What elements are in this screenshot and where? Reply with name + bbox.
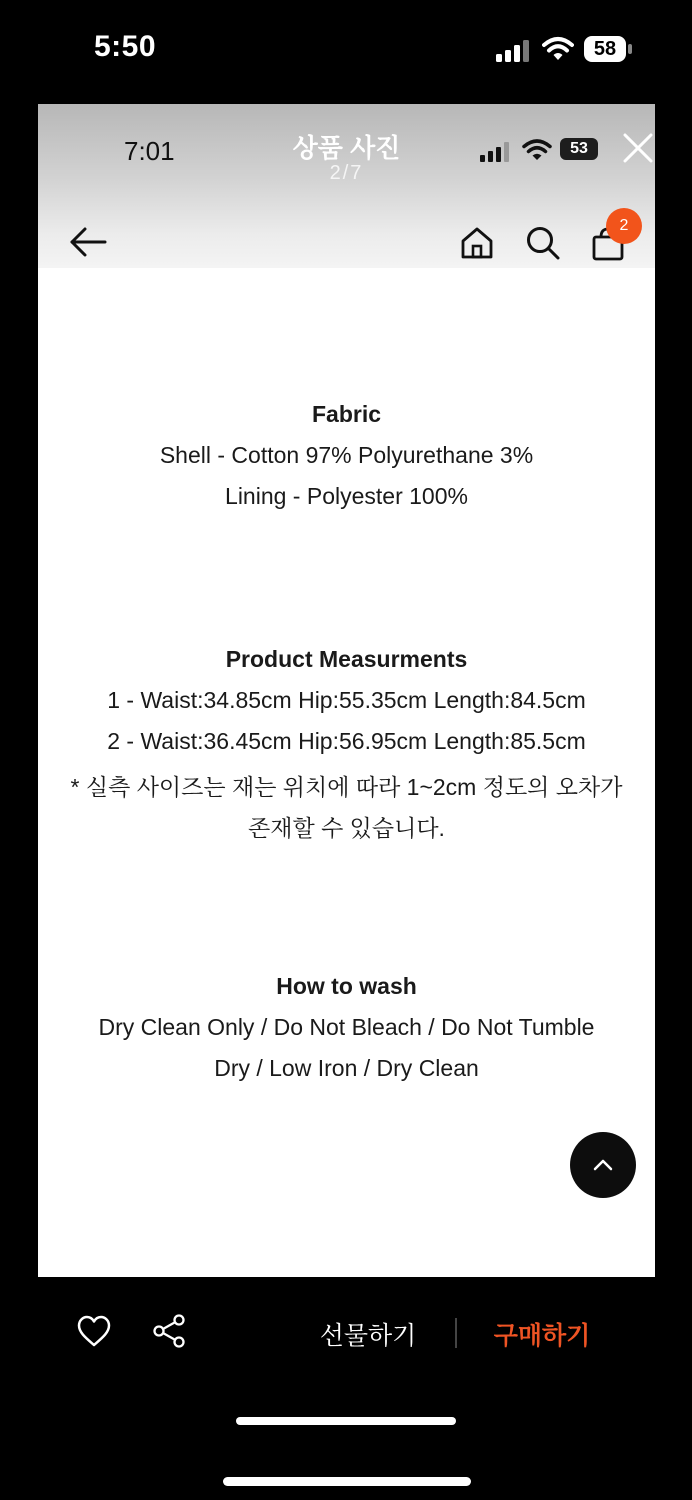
wash-line: Dry Clean Only / Do Not Bleach / Do Not Tumble [98,1014,595,1040]
scroll-to-top-button[interactable] [570,1132,636,1198]
cellular-signal-icon [496,40,532,62]
battery-level: 58 [584,36,626,62]
inner-battery-level: 53 [560,138,598,160]
measurement-line: 2 - Waist:36.45cm Hip:56.95cm Length:85.5cm [107,728,586,754]
inner-home-indicator [236,1417,456,1425]
status-time: 5:50 [94,30,157,63]
buy-button[interactable]: 구매하기 [493,1322,591,1350]
viewer-title: 상품 사진 [292,133,401,163]
product-photo-viewer [38,104,655,1277]
inner-cellular-signal-icon [480,142,512,162]
chevron-up-icon [570,1132,636,1198]
fabric-line: Shell - Cotton 97% Polyurethane 3% [159,442,534,468]
gift-button[interactable]: 선물하기 [319,1322,417,1350]
close-icon[interactable] [622,132,654,164]
battery-icon [628,44,632,54]
wash-heading: How to wash [276,973,417,999]
photo-counter: 2/7 [329,162,364,184]
action-divider [455,1318,457,1348]
fabric-line: Lining - Polyester 100% [225,483,468,509]
measurement-line: 1 - Waist:34.85cm Hip:55.35cm Length:84.5cm [107,687,586,713]
wash-line: Dry / Low Iron / Dry Clean [214,1055,479,1081]
measurement-note: * 실측 사이즈는 재는 위치에 따라 1~2cm 정도의 오차가 [70,774,623,800]
fabric-heading: Fabric [311,401,382,427]
inner-status-time: 7:01 [124,136,175,166]
measurements-heading: Product Measurments [225,646,468,672]
arrow-left-icon[interactable] [68,226,108,258]
cart-count-badge: 2 [606,208,642,244]
inner-wifi-icon [522,138,552,162]
measurement-note: 존재할 수 있습니다. [248,815,445,841]
home-indicator[interactable] [223,1477,471,1486]
home-icon[interactable] [460,226,494,260]
heart-icon[interactable] [76,1314,112,1348]
search-icon[interactable] [525,225,561,261]
share-icon[interactable] [152,1314,186,1348]
wifi-icon [542,36,574,62]
